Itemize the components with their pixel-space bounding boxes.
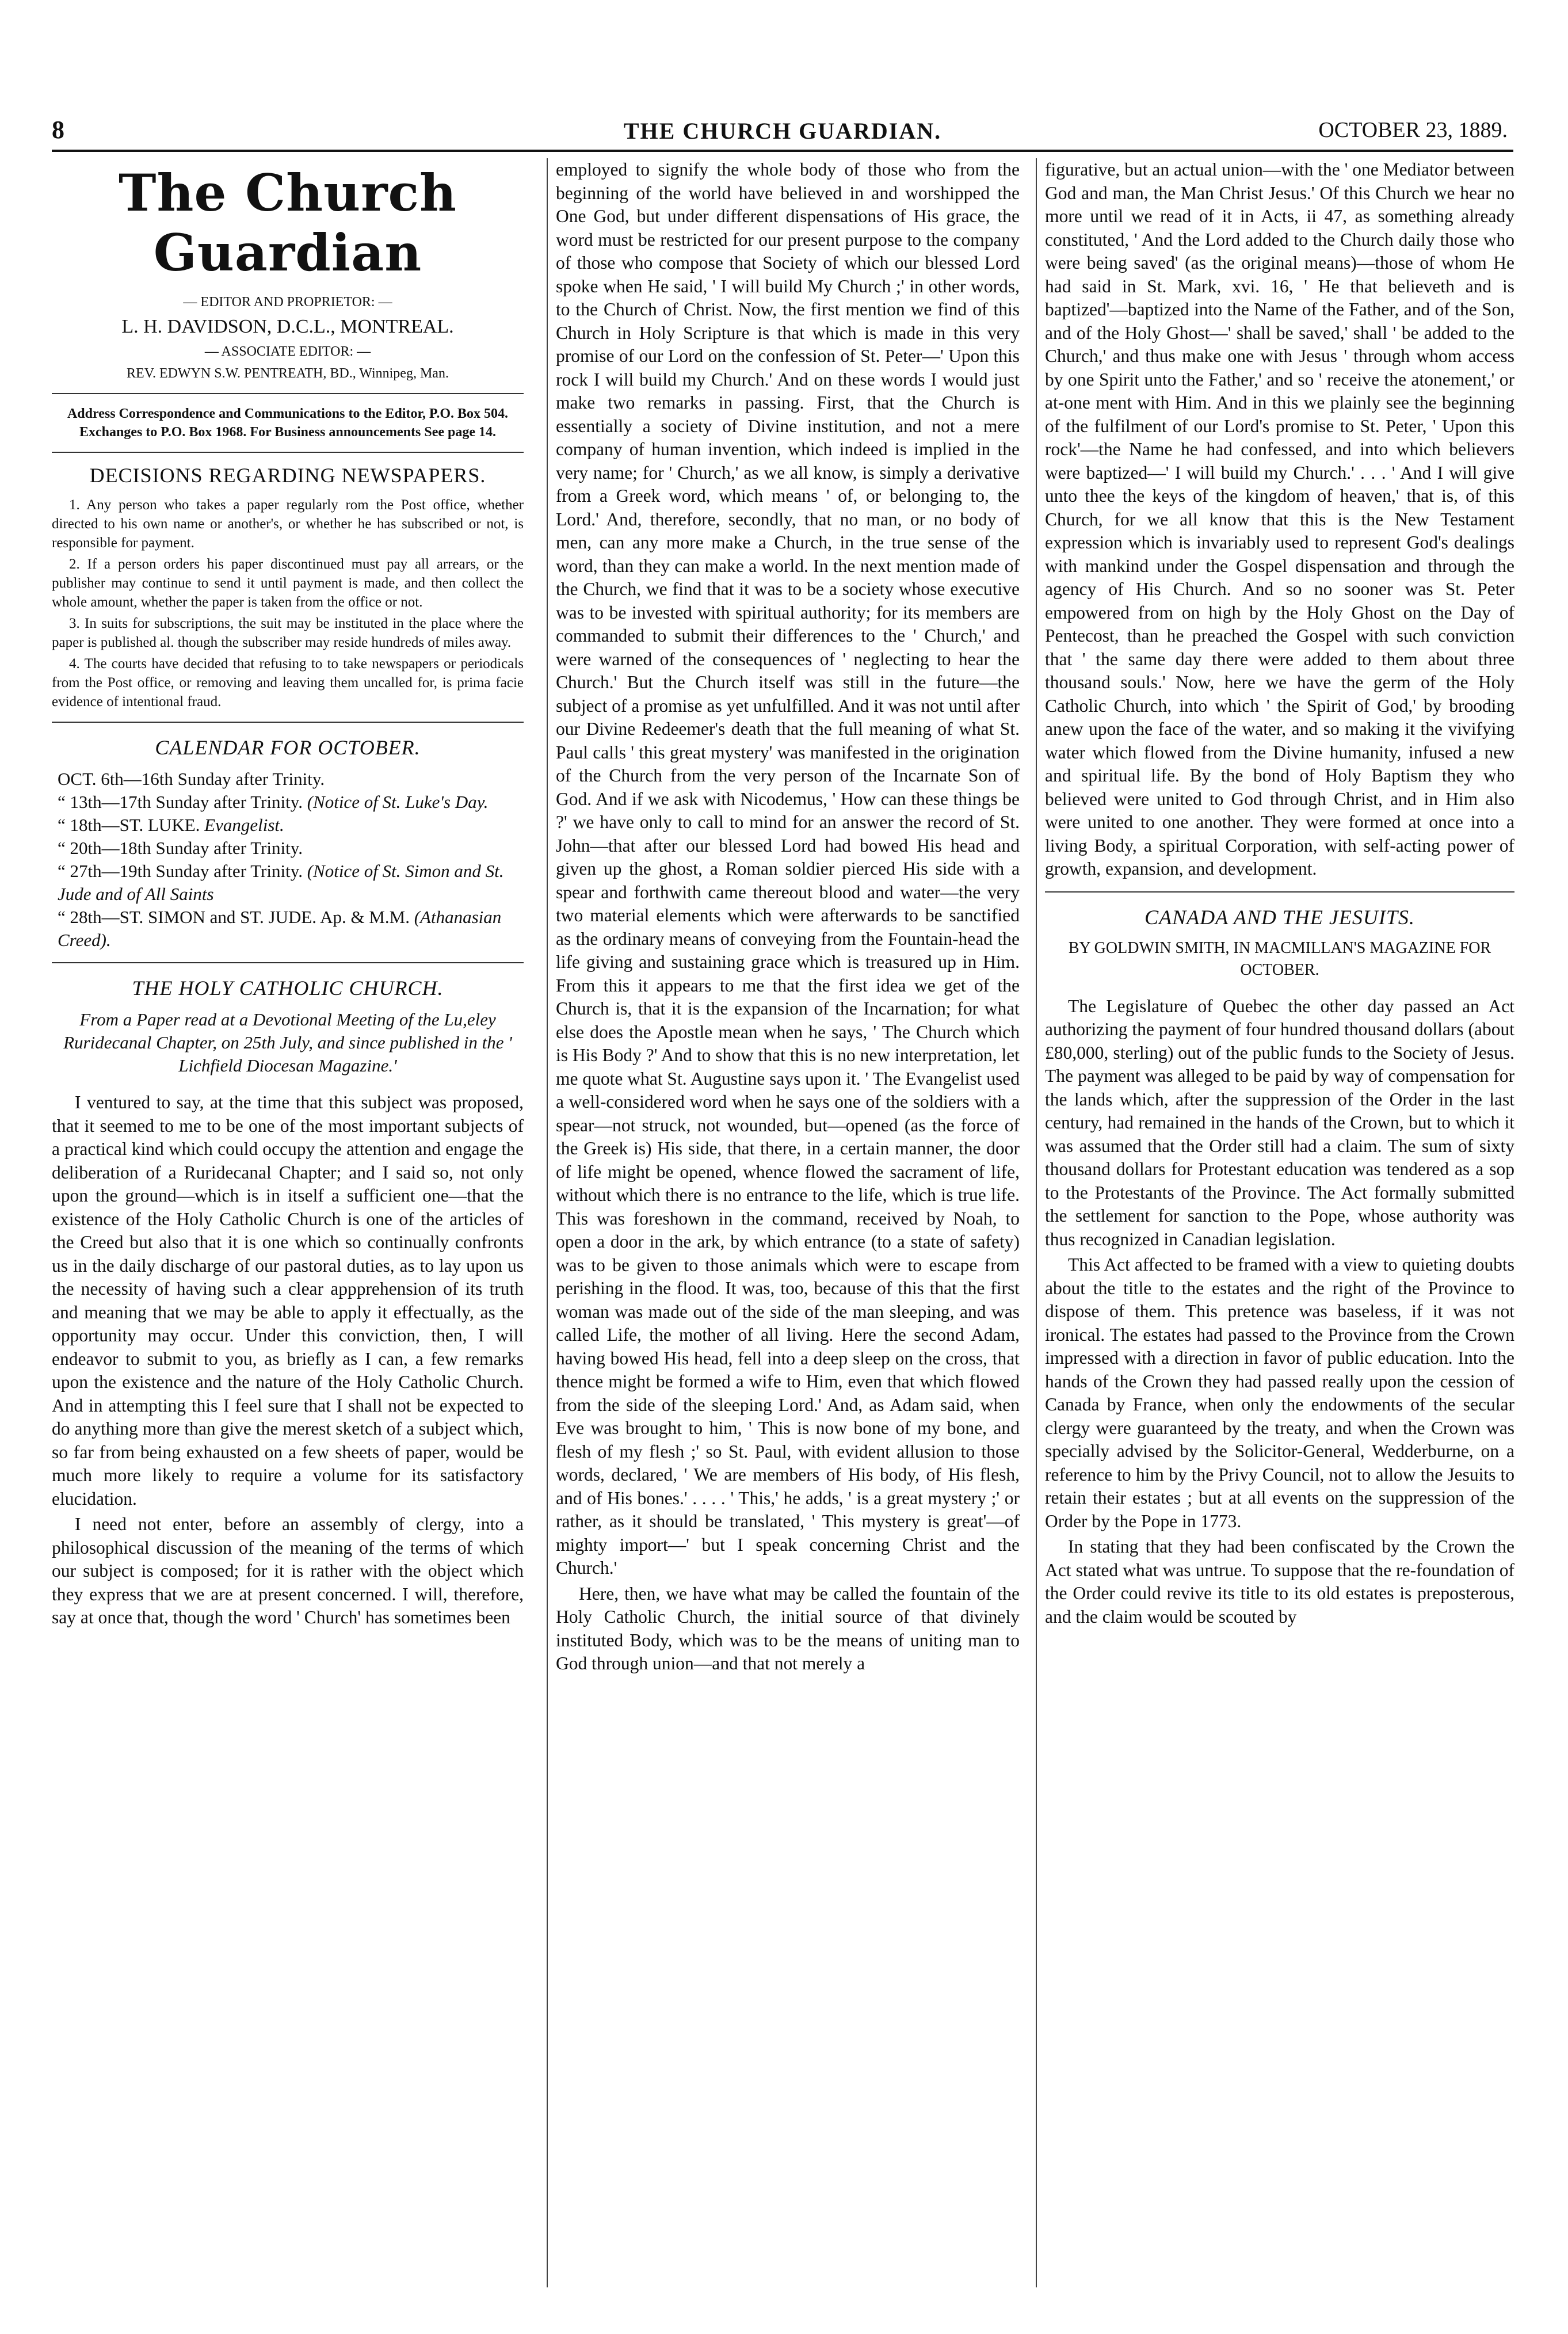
- column-1: [52, 158, 524, 2287]
- newspaper-page: [52, 115, 1513, 2302]
- article-paragraph: figurative, but an actual union—with the ' one Mediator between God and man, the Man Christ Jesus.' Of this Church we hear no more until we read of it in Acts, ii 47, as something already constituted, ' And the Lord added to the Church daily those who were being saved' (as the original means)—those of whom He had said in St. Mark, xvi. 16, ' He that believeth and is baptized'—baptized into the Name of the Father, and of the Son, and of the Holy Ghost—' shall be saved,' shall ' be added to the Church,' and thus make one with Jesus ' through whom access by one Spirit unto the Father,' and so ' receive the atonement,' or at-one ment with Him. And in this we plainly see the beginning of the fulfilment of our Lord's promise to St. Peter, ' Upon this rock'—the Name he had confessed, and into which believers were baptized—' I will build my Church.' . . . ' And I will give unto thee the keys of the kingdom of heaven,' that is, of this Church, for we all know that this is the New Testament expression which is invariably used to represent God's dealings with mankind under the Gospel dispensation and through the agency of His Church. And so no sooner was St. Peter empowered from on high by the Holy Ghost on the Day of Pentecost, than he preached the Gospel with such conviction that ' the same day there were added to them about three thousand souls.' Now, here we have the germ of the Holy Catholic Church, into which ' the Spirit of God,' by brooding anew upon the face of the water, and so making it the vivifying water which flowed from the Divine humanity, infused a new and spiritual life. By the bond of Holy Baptism they who believed were united to God through Christ, and in Him also were united to one another. They were formed at once into a living Body, a spiritual Corporation, with self-acting power of growth, expansion, and development.: [1045, 159, 1514, 879]
- column-2: [547, 158, 1020, 2287]
- calendar-row: “ 13th—17th Sunday after Trinity. (Notice of St. Luke's Day.: [58, 792, 489, 812]
- editor-name: L. H. DAVIDSON, D.C.L., MONTREAL.: [121, 316, 454, 337]
- article-heading: CANADA AND THE JESUITS.: [1144, 905, 1415, 929]
- divider: [52, 393, 524, 394]
- column-3: [1036, 158, 1514, 2287]
- calendar-row: OCT. 6th—16th Sunday after Trinity.: [58, 769, 325, 789]
- article-paragraph: employed to signify the whole body of those who from the beginning of the world have believed in and worshipped the One God, but under different dispensations of His grace, the word must be restricted for our present purpose to the company of those who compose that Society of which our blessed Lord spoke when He said, ' I will build My Church ;' in other words, to the Church of Christ. Now, the first mention we find of this Church in Holy Scripture is that which is made in this very promise of our Lord on the confession of St. Peter—' Upon this rock I will build my Church.' And on these words I would just make two remarks in passing. First, that the Church is essentially a society of Divine institution, and not a mere company of human invention, which indeed is implied in the very name; for ' Church,' as we all know, is simply a derivative from a Greek word, which means ' of, or belonging to, the Lord.' And, therefore, secondly, that no man, or no body of men, can any more make a Church, in the true sense of the word, than they can make a world. In the next mention made of the Church, we find that it was to be a society whose executive was to be invested with spiritual authority; for its members are commanded to submit their differences to the ' Church,' and were warned of the consequences of ' neglecting to hear the Church.' But the Church itself was still in the future—the subject of a promise as yet unfulfilled. And it was not until after our Divine Redeemer's death that the full meaning of what St. Paul calls ' this great mystery' was manifested in the origination of the Church from the very person of the Incarnate Son of God. And if we ask with Nicodemus, ' How can these things be ?' we have only to call to mind for an answer the record of St. John—that after our blessed Lord had bowed His head and given up the ghost, a Roman soldier pierced His side with a spear and forthwith came thereout blood and water—the very two material elements which were afterwards to be sanctified as the ordinary means of conveying from the Fountain-head the life giving and sustaining grace which is treasured up in Him. From this it appears to me that the first idea we get of the Church is, that it is the expansion of the Incarnation; for what else does the Apostle mean when he says, ' The Church which is His Body ?' And to show that this is no new interpretation, let me quote what St. Augustine says upon it. ' The Evangelist used a well-considered word when he says one of the soldiers with a spear—not struck, not wounded, but—opened (as the force of the Greek is) His side, that there, in a certain manner, the door of life might be opened, whence flowed the sacrament of life, without which there is no entrance to the life, which is true life. This was foreshown in the command, received by Noah, to open a door in the ark, by which entrance (to a state of safety) was to be given to those animals which were to escape from perishing in the flood. It was, too, because of this that the first woman was made out of the side of the man sleeping, and was called Life, the mother of all living. Here the second Adam, having bowed His head, fell into a deep sleep on the cross, that thence might be formed a wife to Him, even that which flowed from the side of the sleeping Lord.' And, as Adam said, when Eve was brought to him, ' This is now bone of my bone, and flesh of my flesh ;' so St. Paul, with evident allusion to those words, declared, ' We are members of His body, of His flesh, and of His bones.' . . . . ' This,' he adds, ' is a great mystery ;' or rather, as it should be translated, ' This mystery is great'—of mighty import—' but I speak concerning Christ and the Church.': [556, 159, 1020, 1578]
- decisions-list: [52, 495, 524, 711]
- calendar-row: “ 18th—ST. LUKE. Evangelist.: [58, 815, 284, 835]
- editor-label: — EDITOR AND PROPRIETOR: —: [183, 295, 392, 310]
- article-paragraph: In stating that they had been confiscated by the Crown the Act stated what was untrue. To suppose that the re-foundation of the Order could revive its title to its old estates is preposterous, and the claim would be scouted by: [1045, 1536, 1514, 1627]
- divider: [52, 452, 524, 453]
- header-rule: [52, 150, 1513, 152]
- divider: [52, 962, 524, 963]
- divider: [1045, 891, 1514, 893]
- decisions-heading: DECISIONS REGARDING NEWSPAPERS.: [89, 464, 486, 487]
- calendar-row: “ 28th—ST. SIMON and ST. JUDE. Ap. & M.M. (Athanasian Creed).: [58, 907, 502, 950]
- article-paragraph: I ventured to say, at the time that this subject was proposed, that it seemed to me to be one of the most important subjects of a practical kind which could occupy the attention and engage the deliberation of a Ruridecanal Chapter; and I said so, not only upon the ground—which is in itself a sufficient one—that the existence of the Holy Catholic Church is one of the articles of the Creed but also that it is one which so continually confronts us in the daily discharge of our pastoral duties, as to lay upon us the necessity of having such a clear appprehension of its truth and meaning that we may be able to apply it effectually, as the opportunity may occur. Under this conviction, then, I will endeavor to submit to you, as briefly as I can, a few remarks upon the existence and the nature of the Holy Catholic Church. And in attempting this I feel sure that I shall not be expected to do anything more than give the merest sketch of a subject which, so far from being exhausted on a few sheets of paper, would be much more likely to require a volume for its satisfactory elucidation.: [52, 1092, 524, 1509]
- decision-item: 3. In suits for subscriptions, the suit may be instituted in the place where the paper is published al. though the subscriber may reside hundreds of miles away.: [52, 616, 524, 650]
- article-paragraph: The Legislature of Quebec the other day passed an Act authorizing the payment of four hundred thousand dollars (about £80,000, sterling) out of the public funds to the Society of Jesus. The payment was alleged to be paid by way of compensation for the lands which, after the suppression of the Order in the last century, had remained in the hands of the Crown, but to which it was assumed that the Order still had a claim. The sum of sixty thousand dollars for Protestant education was tendered as a sop to the Protestants of the Province. The Act formally submitted the settlement for sanction to the Pope, whose authority was thus recognized in Canadian legislation.: [1045, 996, 1514, 1249]
- article-paragraph: This Act affected to be framed with a view to quieting doubts about the title to the estates and the right of the Province to dispose of them. This pretence was baseless, if it was not ironical. The estates had passed to the Province from the Crown impressed with a direction in favor of public education. Into the hands of the Crown they had passed really upon the cession of Canada by France, when only the endowments of the secular clergy were guaranteed by the treaty, and when the Crown was specially advised by the Solicitor-General, Wedderburne, on a reference to him by the Privy Council, not to allow the Jesuits to retain their estates ; but at all events on the suppression of the Order by the Pope in 1773.: [1045, 1254, 1514, 1531]
- article-intro: From a Paper read at a Devotional Meeting of the Lu,eley Ruridecanal Chapter, on 25th July, and since published in the ' Lichfield Diocesan Magazine.': [63, 1009, 512, 1076]
- calendar-row: “ 20th—18th Sunday after Trinity.: [58, 838, 303, 858]
- decision-item: 4. The courts have decided that refusing to to take newspapers or periodicals from the Post office, or removing and leaving them uncalled for, is prima facie evidence of intentional fraud.: [52, 656, 524, 710]
- decision-item: 2. If a person orders his paper discontinued must pay all arrears, or the publisher may continue to send it until payment is made, and then collect the whole amount, whether the paper is taken from the office or not.: [52, 556, 524, 610]
- calendar-list: [52, 768, 524, 952]
- running-title: THE CHURCH GUARDIAN.: [623, 118, 942, 144]
- issue-date: OCTOBER 23, 1889.: [1318, 118, 1508, 142]
- article-byline: BY GOLDWIN SMITH, IN MACMILLAN'S MAGAZINE FOR OCTOBER.: [1068, 939, 1491, 979]
- page-number: 8: [52, 116, 64, 144]
- associate-name: REV. EDWYN S.W. PENTREATH, BD., Winnipeg, Man.: [127, 366, 449, 381]
- page-header: [52, 115, 1513, 144]
- calendar-row: “ 27th—19th Sunday after Trinity. (Notice of St. Simon and St. Jude and of All Saints: [58, 861, 504, 904]
- calendar-heading: CALENDAR FOR OCTOBER.: [155, 736, 421, 759]
- article-heading: THE HOLY CATHOLIC CHURCH.: [132, 977, 444, 1000]
- divider: [52, 722, 524, 723]
- article-paragraph: I need not enter, before an assembly of clergy, into a philosophical discussion of the meaning of the terms of which our subject is composed; for it is rather with the object which they express that we are at present concerned. I will, therefore, say at once that, though the word ' Church' has sometimes been: [52, 1514, 524, 1627]
- decision-item: 1. Any person who takes a paper regularly rom the Post office, whether directed to his own name or another's, or whether he has subscribed or not, is responsible for payment.: [52, 497, 524, 551]
- masthead-title: The Church Guardian: [118, 163, 457, 283]
- article-paragraph: Here, then, we have what may be called the fountain of the Holy Catholic Church, the initial source of that divinely instituted Body, which was to be the means of uniting man to God through union—and that not merely a: [556, 1583, 1020, 1673]
- associate-label: — ASSOCIATE EDITOR: —: [204, 344, 371, 359]
- address-note: Address Correspondence and Communications to the Editor, P.O. Box 504. Exchanges to P.O. Box 1968. For Business announcements See page 14.: [67, 406, 509, 440]
